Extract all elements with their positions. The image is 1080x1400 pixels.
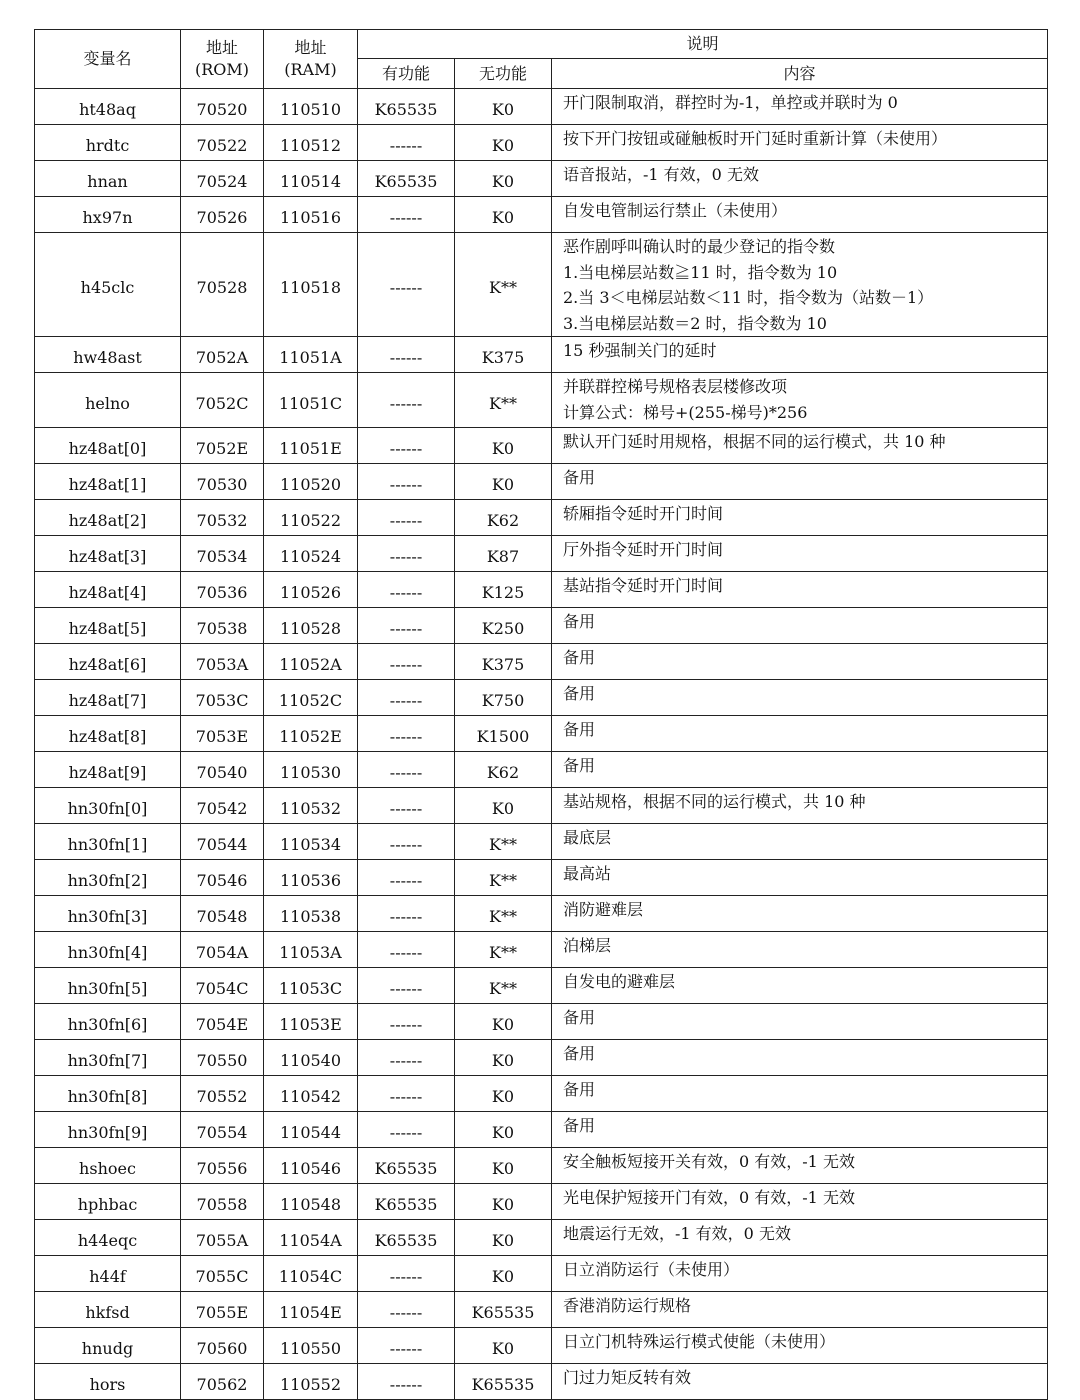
cell-without-func: K** bbox=[455, 932, 552, 968]
cell-ram: 110532 bbox=[264, 788, 358, 824]
cell-ram: 110510 bbox=[264, 89, 358, 125]
content-line: 备用 bbox=[563, 1008, 596, 1027]
cell-content bbox=[552, 161, 1048, 197]
content-line: 地震运行无效，-1 有效，0 无效 bbox=[563, 1224, 791, 1243]
cell-var-name: hx97n bbox=[35, 197, 181, 233]
cell-content bbox=[552, 464, 1048, 500]
header-var-name: 变量名 bbox=[35, 30, 181, 89]
table-row bbox=[35, 197, 1048, 233]
cell-ram: 11054C bbox=[264, 1256, 358, 1292]
cell-without-func: K65535 bbox=[455, 1364, 552, 1400]
table-row bbox=[35, 608, 1048, 644]
content-line: 计算公式：梯号+(255-梯号)*256 bbox=[563, 402, 808, 422]
cell-without-func: K0 bbox=[455, 1004, 552, 1040]
cell-ram: 110552 bbox=[264, 1364, 358, 1400]
cell-var-name: hz48at[7] bbox=[35, 680, 181, 716]
header-content: 内容 bbox=[552, 59, 1048, 89]
cell-var-name: hz48at[3] bbox=[35, 536, 181, 572]
cell-with-func: ------ bbox=[358, 1004, 455, 1040]
cell-content bbox=[552, 1004, 1048, 1040]
cell-content bbox=[552, 197, 1048, 233]
content-line: 备用 bbox=[563, 720, 596, 739]
table-row bbox=[35, 752, 1048, 788]
cell-with-func: ------ bbox=[358, 608, 455, 644]
cell-ram: 110544 bbox=[264, 1112, 358, 1148]
content-line: 备用 bbox=[563, 648, 596, 667]
cell-ram: 110530 bbox=[264, 752, 358, 788]
table-row bbox=[35, 1148, 1048, 1184]
cell-without-func: K65535 bbox=[455, 1292, 552, 1328]
table-row bbox=[35, 1220, 1048, 1256]
cell-without-func: K0 bbox=[455, 464, 552, 500]
cell-with-func: ------ bbox=[358, 428, 455, 464]
cell-var-name: hn30fn[7] bbox=[35, 1040, 181, 1076]
cell-rom: 70560 bbox=[181, 1328, 264, 1364]
cell-without-func: K87 bbox=[455, 536, 552, 572]
cell-without-func: K0 bbox=[455, 1076, 552, 1112]
table-row bbox=[35, 1328, 1048, 1364]
cell-without-func: K750 bbox=[455, 680, 552, 716]
header-addr-ram bbox=[264, 30, 358, 89]
cell-var-name: hrdtc bbox=[35, 125, 181, 161]
cell-rom: 70562 bbox=[181, 1364, 264, 1400]
content-line: 恶作剧呼叫确认时的最少登记的指令数 bbox=[563, 237, 836, 256]
cell-var-name: hz48at[0] bbox=[35, 428, 181, 464]
cell-var-name: h44f bbox=[35, 1256, 181, 1292]
cell-without-func: K250 bbox=[455, 608, 552, 644]
cell-rom: 70558 bbox=[181, 1184, 264, 1220]
cell-with-func: ------ bbox=[358, 824, 455, 860]
cell-ram: 110520 bbox=[264, 464, 358, 500]
content-line: 日立消防运行（未使用） bbox=[563, 1260, 740, 1279]
cell-var-name: hshoec bbox=[35, 1148, 181, 1184]
cell-content bbox=[552, 337, 1048, 373]
cell-rom: 70544 bbox=[181, 824, 264, 860]
cell-content bbox=[552, 1148, 1048, 1184]
cell-with-func: K65535 bbox=[358, 1220, 455, 1256]
content-line: 备用 bbox=[563, 1116, 596, 1135]
content-line: 泊梯层 bbox=[563, 936, 612, 955]
cell-var-name: hn30fn[2] bbox=[35, 860, 181, 896]
cell-var-name: hz48at[5] bbox=[35, 608, 181, 644]
content-line: 语音报站，-1 有效，0 无效 bbox=[563, 165, 759, 184]
cell-ram: 110514 bbox=[264, 161, 358, 197]
content-line: 备用 bbox=[563, 1044, 596, 1063]
cell-rom: 7052E bbox=[181, 428, 264, 464]
table-row bbox=[35, 1040, 1048, 1076]
cell-rom: 70540 bbox=[181, 752, 264, 788]
cell-content bbox=[552, 860, 1048, 896]
cell-ram: 11051A bbox=[264, 337, 358, 373]
cell-content bbox=[552, 680, 1048, 716]
cell-content bbox=[552, 1184, 1048, 1220]
cell-rom: 70530 bbox=[181, 464, 264, 500]
cell-var-name: ht48aq bbox=[35, 89, 181, 125]
content-line: 日立门机特殊运行模式使能（未使用） bbox=[563, 1332, 836, 1351]
content-line: 光电保护短接开门有效，0 有效，-1 无效 bbox=[563, 1188, 855, 1207]
cell-content bbox=[552, 788, 1048, 824]
header-desc-group: 说明 bbox=[358, 30, 1048, 59]
cell-ram: 110518 bbox=[264, 233, 358, 337]
cell-var-name: hnudg bbox=[35, 1328, 181, 1364]
cell-content bbox=[552, 233, 1048, 337]
content-line: 最高站 bbox=[563, 864, 612, 883]
table-row bbox=[35, 1004, 1048, 1040]
cell-content bbox=[552, 500, 1048, 536]
content-line: 门过力矩反转有效 bbox=[563, 1368, 692, 1387]
cell-var-name: hw48ast bbox=[35, 337, 181, 373]
cell-with-func: ------ bbox=[358, 860, 455, 896]
cell-ram: 110526 bbox=[264, 572, 358, 608]
content-line: 默认开门延时用规格，根据不同的运行模式，共 10 种 bbox=[563, 432, 946, 451]
table-row bbox=[35, 1184, 1048, 1220]
cell-without-func: K0 bbox=[455, 788, 552, 824]
table-row bbox=[35, 896, 1048, 932]
cell-rom: 70556 bbox=[181, 1148, 264, 1184]
cell-var-name: hn30fn[4] bbox=[35, 932, 181, 968]
cell-with-func: ------ bbox=[358, 896, 455, 932]
cell-rom: 70526 bbox=[181, 197, 264, 233]
cell-without-func: K62 bbox=[455, 752, 552, 788]
content-line: 备用 bbox=[563, 468, 596, 487]
content-line: 并联群控梯号规格表层楼修改项 bbox=[563, 377, 788, 396]
table-row bbox=[35, 824, 1048, 860]
content-line: 备用 bbox=[563, 684, 596, 703]
cell-with-func: ------ bbox=[358, 500, 455, 536]
cell-with-func: ------ bbox=[358, 788, 455, 824]
table-row bbox=[35, 788, 1048, 824]
cell-content bbox=[552, 644, 1048, 680]
cell-with-func: ------ bbox=[358, 125, 455, 161]
table-row bbox=[35, 680, 1048, 716]
content-line: 1.当电梯层站数≧11 时，指令数为 10 bbox=[563, 262, 838, 282]
cell-without-func: K0 bbox=[455, 1184, 552, 1220]
table-row bbox=[35, 428, 1048, 464]
cell-without-func: K** bbox=[455, 373, 552, 428]
cell-with-func: ------ bbox=[358, 233, 455, 337]
cell-rom: 7053E bbox=[181, 716, 264, 752]
cell-without-func: K0 bbox=[455, 1112, 552, 1148]
cell-rom: 70532 bbox=[181, 500, 264, 536]
cell-rom: 7055E bbox=[181, 1292, 264, 1328]
cell-with-func: K65535 bbox=[358, 1148, 455, 1184]
header-addr-rom bbox=[181, 30, 264, 89]
content-line: 基站规格，根据不同的运行模式，共 10 种 bbox=[563, 792, 866, 811]
content-line: 2.当 3＜电梯层站数＜11 时，指令数为（站数－1） bbox=[563, 288, 934, 307]
cell-with-func: ------ bbox=[358, 1040, 455, 1076]
header-addr-ram-label: 地址 bbox=[294, 38, 327, 57]
cell-without-func: K0 bbox=[455, 1256, 552, 1292]
cell-content bbox=[552, 1112, 1048, 1148]
header-with-func: 有功能 bbox=[358, 59, 455, 89]
cell-var-name: hphbac bbox=[35, 1184, 181, 1220]
content-line: 基站指令延时开门时间 bbox=[563, 576, 724, 595]
table-row bbox=[35, 233, 1048, 337]
content-line: 厅外指令延时开门时间 bbox=[563, 540, 724, 559]
cell-with-func: ------ bbox=[358, 464, 455, 500]
cell-ram: 110516 bbox=[264, 197, 358, 233]
cell-ram: 110528 bbox=[264, 608, 358, 644]
cell-var-name: hnan bbox=[35, 161, 181, 197]
cell-content bbox=[552, 428, 1048, 464]
cell-var-name: hn30fn[3] bbox=[35, 896, 181, 932]
cell-with-func: ------ bbox=[358, 373, 455, 428]
cell-var-name: h45clc bbox=[35, 233, 181, 337]
cell-without-func: K0 bbox=[455, 1328, 552, 1364]
table-row bbox=[35, 644, 1048, 680]
content-line: 消防避难层 bbox=[563, 900, 644, 919]
cell-rom: 70520 bbox=[181, 89, 264, 125]
cell-content bbox=[552, 1328, 1048, 1364]
table-row bbox=[35, 1112, 1048, 1148]
cell-with-func: ------ bbox=[358, 1256, 455, 1292]
cell-content bbox=[552, 1364, 1048, 1400]
table-row bbox=[35, 161, 1048, 197]
content-line: 轿厢指令延时开门时间 bbox=[563, 504, 724, 523]
cell-var-name: hn30fn[8] bbox=[35, 1076, 181, 1112]
cell-rom: 7054E bbox=[181, 1004, 264, 1040]
cell-var-name: hn30fn[6] bbox=[35, 1004, 181, 1040]
table-row bbox=[35, 373, 1048, 428]
cell-without-func: K0 bbox=[455, 197, 552, 233]
content-line: 自发电管制运行禁止（未使用） bbox=[563, 201, 788, 220]
cell-var-name: helno bbox=[35, 373, 181, 428]
cell-with-func: ------ bbox=[358, 1292, 455, 1328]
cell-ram: 11053A bbox=[264, 932, 358, 968]
cell-rom: 70546 bbox=[181, 860, 264, 896]
cell-var-name: hz48at[9] bbox=[35, 752, 181, 788]
cell-with-func: K65535 bbox=[358, 89, 455, 125]
cell-rom: 7054A bbox=[181, 932, 264, 968]
table-body bbox=[35, 89, 1048, 1400]
cell-content bbox=[552, 896, 1048, 932]
content-line: 备用 bbox=[563, 1080, 596, 1099]
content-line: 开门限制取消，群控时为-1，单控或并联时为 0 bbox=[563, 93, 898, 112]
cell-ram: 11052C bbox=[264, 680, 358, 716]
content-line: 备用 bbox=[563, 612, 596, 631]
cell-without-func: K0 bbox=[455, 125, 552, 161]
cell-ram: 110548 bbox=[264, 1184, 358, 1220]
table-row bbox=[35, 500, 1048, 536]
cell-content bbox=[552, 932, 1048, 968]
cell-without-func: K62 bbox=[455, 500, 552, 536]
cell-without-func: K375 bbox=[455, 644, 552, 680]
cell-without-func: K0 bbox=[455, 428, 552, 464]
cell-with-func: ------ bbox=[358, 1328, 455, 1364]
cell-ram: 110534 bbox=[264, 824, 358, 860]
cell-rom: 7052C bbox=[181, 373, 264, 428]
cell-with-func: ------ bbox=[358, 716, 455, 752]
cell-rom: 7053C bbox=[181, 680, 264, 716]
table-row bbox=[35, 716, 1048, 752]
cell-rom: 7053A bbox=[181, 644, 264, 680]
cell-var-name: hz48at[1] bbox=[35, 464, 181, 500]
cell-var-name: hn30fn[0] bbox=[35, 788, 181, 824]
cell-rom: 70554 bbox=[181, 1112, 264, 1148]
cell-with-func: K65535 bbox=[358, 1184, 455, 1220]
cell-with-func: ------ bbox=[358, 337, 455, 373]
cell-content bbox=[552, 1076, 1048, 1112]
cell-content bbox=[552, 125, 1048, 161]
cell-with-func: ------ bbox=[358, 197, 455, 233]
cell-var-name: hors bbox=[35, 1364, 181, 1400]
cell-without-func: K0 bbox=[455, 89, 552, 125]
cell-without-func: K375 bbox=[455, 337, 552, 373]
cell-rom: 70534 bbox=[181, 536, 264, 572]
table-row bbox=[35, 1076, 1048, 1112]
cell-var-name: hz48at[4] bbox=[35, 572, 181, 608]
table-row bbox=[35, 1364, 1048, 1400]
cell-ram: 110542 bbox=[264, 1076, 358, 1112]
cell-var-name: hn30fn[1] bbox=[35, 824, 181, 860]
cell-content bbox=[552, 1040, 1048, 1076]
cell-content bbox=[552, 824, 1048, 860]
cell-var-name: hkfsd bbox=[35, 1292, 181, 1328]
content-line: 自发电的避难层 bbox=[563, 972, 676, 991]
cell-rom: 70528 bbox=[181, 233, 264, 337]
table-row bbox=[35, 860, 1048, 896]
content-line: 15 秒强制关门的延时 bbox=[563, 341, 717, 360]
cell-content bbox=[552, 608, 1048, 644]
cell-with-func: ------ bbox=[358, 644, 455, 680]
cell-content bbox=[552, 89, 1048, 125]
content-line: 备用 bbox=[563, 756, 596, 775]
cell-with-func: ------ bbox=[358, 1076, 455, 1112]
cell-with-func: ------ bbox=[358, 932, 455, 968]
cell-ram: 110536 bbox=[264, 860, 358, 896]
cell-var-name: hz48at[2] bbox=[35, 500, 181, 536]
cell-without-func: K0 bbox=[455, 1220, 552, 1256]
cell-rom: 70524 bbox=[181, 161, 264, 197]
content-line: 安全触板短接开关有效，0 有效，-1 无效 bbox=[563, 1152, 855, 1171]
cell-with-func: ------ bbox=[358, 680, 455, 716]
cell-var-name: hn30fn[9] bbox=[35, 1112, 181, 1148]
cell-ram: 11054A bbox=[264, 1220, 358, 1256]
content-line: 3.当电梯层站数＝2 时，指令数为 10 bbox=[563, 313, 827, 333]
cell-ram: 11052E bbox=[264, 716, 358, 752]
cell-without-func: K** bbox=[455, 860, 552, 896]
table-row bbox=[35, 572, 1048, 608]
cell-var-name: h44eqc bbox=[35, 1220, 181, 1256]
cell-rom: 70522 bbox=[181, 125, 264, 161]
header-addr-rom-label: 地址 bbox=[205, 38, 238, 57]
cell-content bbox=[552, 1256, 1048, 1292]
cell-ram: 11051C bbox=[264, 373, 358, 428]
cell-with-func: ------ bbox=[358, 968, 455, 1004]
cell-content bbox=[552, 572, 1048, 608]
cell-rom: 70536 bbox=[181, 572, 264, 608]
cell-content bbox=[552, 752, 1048, 788]
cell-with-func: ------ bbox=[358, 536, 455, 572]
variable-table bbox=[34, 29, 1048, 1400]
cell-with-func: ------ bbox=[358, 1364, 455, 1400]
cell-ram: 11052A bbox=[264, 644, 358, 680]
cell-content bbox=[552, 1292, 1048, 1328]
cell-without-func: K125 bbox=[455, 572, 552, 608]
table-row bbox=[35, 89, 1048, 125]
cell-var-name: hz48at[8] bbox=[35, 716, 181, 752]
cell-ram: 110512 bbox=[264, 125, 358, 161]
header-addr-ram-unit: (RAM) bbox=[284, 60, 337, 79]
cell-ram: 110550 bbox=[264, 1328, 358, 1364]
cell-with-func: K65535 bbox=[358, 161, 455, 197]
cell-rom: 7055C bbox=[181, 1256, 264, 1292]
cell-without-func: K** bbox=[455, 968, 552, 1004]
cell-with-func: ------ bbox=[358, 1112, 455, 1148]
cell-with-func: ------ bbox=[358, 572, 455, 608]
cell-content bbox=[552, 536, 1048, 572]
cell-var-name: hn30fn[5] bbox=[35, 968, 181, 1004]
cell-with-func: ------ bbox=[358, 752, 455, 788]
cell-ram: 110522 bbox=[264, 500, 358, 536]
cell-without-func: K0 bbox=[455, 1040, 552, 1076]
cell-rom: 70552 bbox=[181, 1076, 264, 1112]
cell-var-name: hz48at[6] bbox=[35, 644, 181, 680]
cell-ram: 11053C bbox=[264, 968, 358, 1004]
cell-rom: 70550 bbox=[181, 1040, 264, 1076]
header-addr-rom-unit: (ROM) bbox=[194, 60, 250, 79]
cell-rom: 70542 bbox=[181, 788, 264, 824]
content-line: 按下开门按钮或碰触板时开门延时重新计算（未使用） bbox=[563, 129, 948, 148]
cell-without-func: K** bbox=[455, 824, 552, 860]
cell-without-func: K0 bbox=[455, 161, 552, 197]
cell-without-func: K** bbox=[455, 896, 552, 932]
cell-rom: 7055A bbox=[181, 1220, 264, 1256]
table-row bbox=[35, 464, 1048, 500]
cell-ram: 110524 bbox=[264, 536, 358, 572]
table-row bbox=[35, 1256, 1048, 1292]
content-line: 香港消防运行规格 bbox=[563, 1296, 692, 1315]
cell-ram: 11051E bbox=[264, 428, 358, 464]
cell-without-func: K** bbox=[455, 233, 552, 337]
cell-without-func: K0 bbox=[455, 1148, 552, 1184]
cell-content bbox=[552, 1220, 1048, 1256]
cell-content bbox=[552, 968, 1048, 1004]
table-row bbox=[35, 536, 1048, 572]
cell-ram: 11054E bbox=[264, 1292, 358, 1328]
content-line: 最底层 bbox=[563, 828, 612, 847]
table-row bbox=[35, 932, 1048, 968]
cell-ram: 110540 bbox=[264, 1040, 358, 1076]
cell-rom: 7052A bbox=[181, 337, 264, 373]
cell-content bbox=[552, 373, 1048, 428]
cell-rom: 70548 bbox=[181, 896, 264, 932]
cell-without-func: K1500 bbox=[455, 716, 552, 752]
cell-rom: 70538 bbox=[181, 608, 264, 644]
cell-ram: 110538 bbox=[264, 896, 358, 932]
table-row bbox=[35, 125, 1048, 161]
cell-content bbox=[552, 716, 1048, 752]
header-without-func: 无功能 bbox=[455, 59, 552, 89]
table-row bbox=[35, 1292, 1048, 1328]
table-row bbox=[35, 968, 1048, 1004]
cell-ram: 110546 bbox=[264, 1148, 358, 1184]
cell-rom: 7054C bbox=[181, 968, 264, 1004]
table-row bbox=[35, 337, 1048, 373]
cell-ram: 11053E bbox=[264, 1004, 358, 1040]
